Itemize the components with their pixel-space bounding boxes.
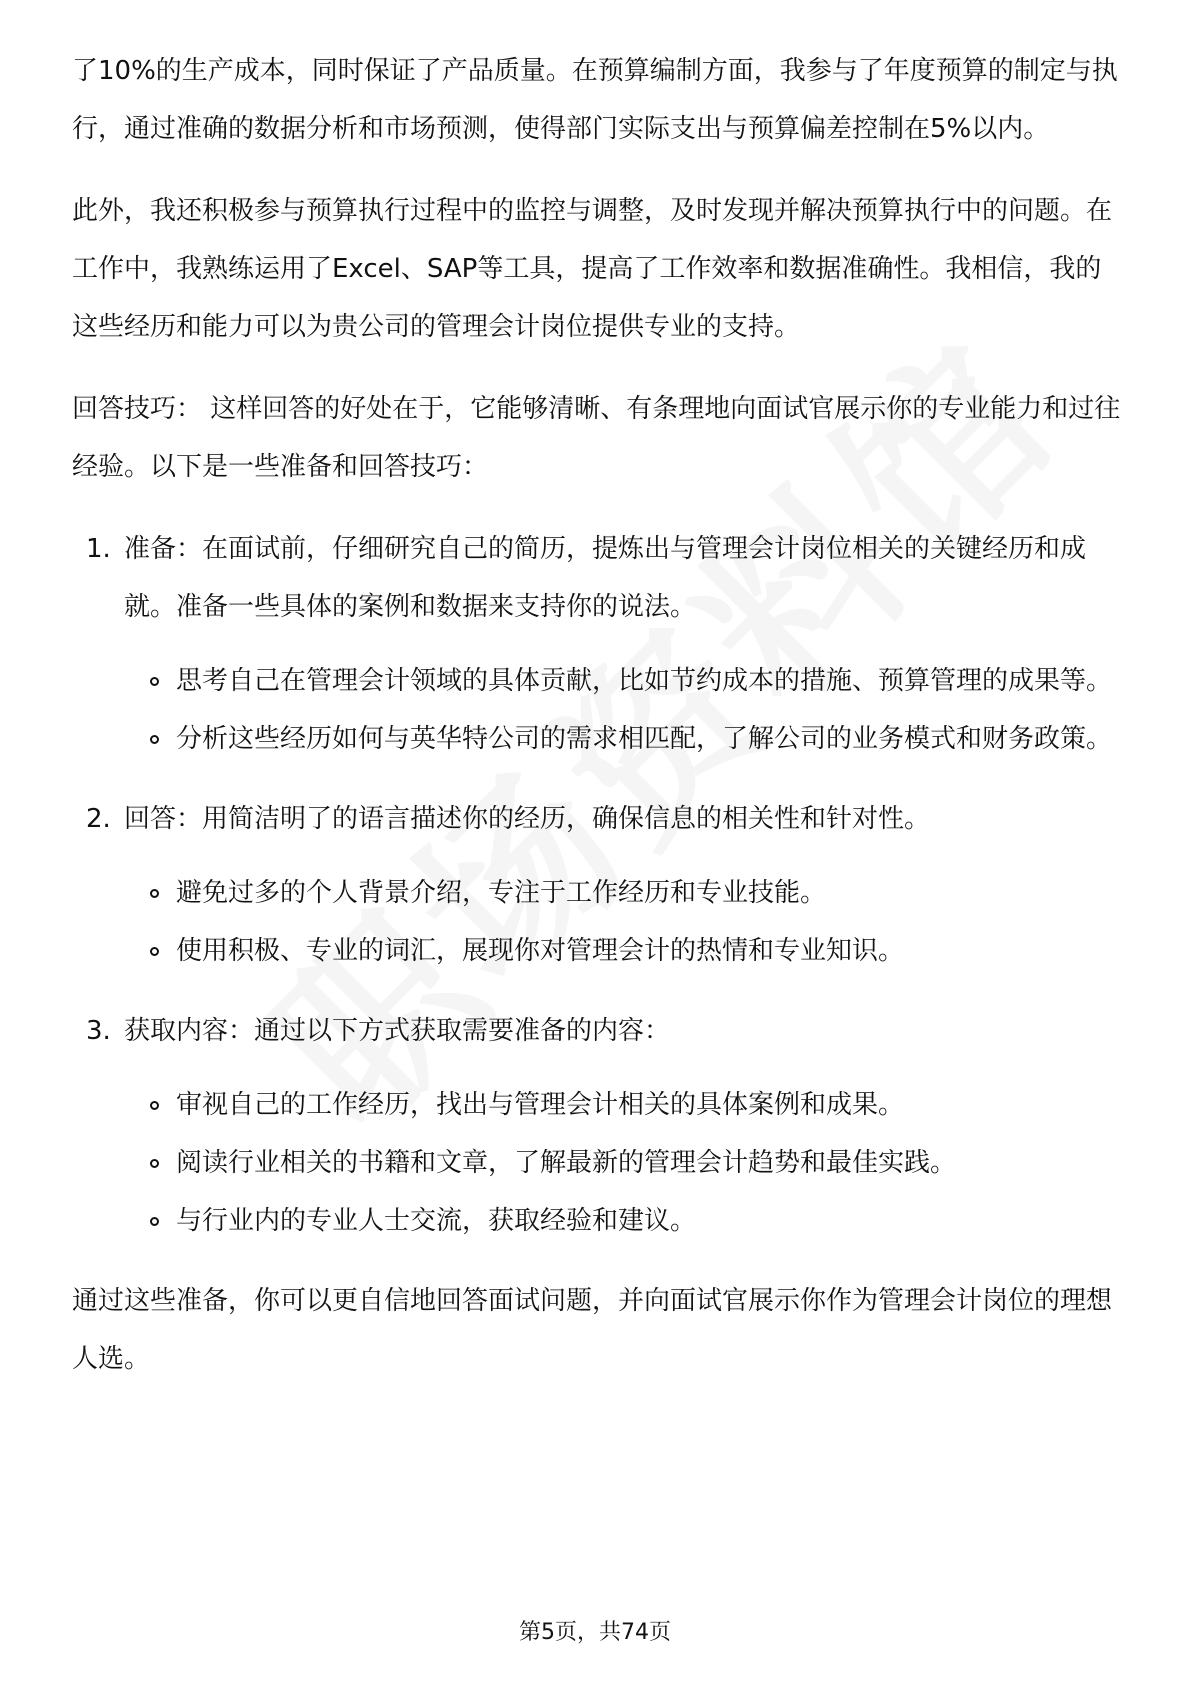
paragraph-experience: 了10%的生产成本，同时保证了产品质量。在预算编制方面，我参与了年度预算的制定与执行，通过准确的数据分析和市场预测，使得部门实际支出与预算偏差控制在5%以内。 (72, 56, 1118, 144)
bullet-item (124, 922, 1122, 980)
step-number: 2. (86, 804, 111, 834)
step-item (72, 790, 1122, 980)
step-number: 1. (86, 534, 111, 564)
bullet-item (124, 1134, 1122, 1192)
page-number-footer: 第5页，共74页 (519, 1620, 671, 1645)
circle-bullet-icon (150, 947, 159, 956)
bullet-item (124, 864, 1122, 922)
step-text: 准备：在面试前，仔细研究自己的简历，提炼出与管理会计岗位相关的关键经历和成就。准备一些具体的案例和数据来支持你的说法。 (124, 534, 1087, 622)
bullet-item (124, 1192, 1122, 1250)
bullet-item (124, 710, 1122, 768)
step-number: 3. (86, 1016, 111, 1046)
steps-list (72, 520, 1122, 1250)
step-item (72, 520, 1122, 768)
circle-bullet-icon (150, 677, 159, 686)
bullet-text: 避免过多的个人背景介绍，专注于工作经历和专业技能。 (176, 878, 827, 908)
paragraph-additional: 此外，我还积极参与预算执行过程中的监控与调整，及时发现并解决预算执行中的问题。在工作中，我熟练运用了Excel、SAP等工具，提高了工作效率和数据准确性。我相信，我的这些经历和能力可以为贵公司的管理会计岗位提供专业的支持。 (72, 196, 1113, 342)
circle-bullet-icon (150, 735, 159, 744)
circle-bullet-icon (150, 1217, 159, 1226)
bullet-text: 阅读行业相关的书籍和文章，了解最新的管理会计趋势和最佳实践。 (176, 1148, 957, 1178)
bullet-text: 分析这些经历如何与英华特公司的需求相匹配，了解公司的业务模式和财务政策。 (176, 724, 1113, 754)
bullet-list (124, 652, 1122, 768)
bullet-list (124, 1076, 1122, 1250)
circle-bullet-icon (150, 889, 159, 898)
circle-bullet-icon (150, 1101, 159, 1110)
bullet-text: 与行业内的专业人士交流，获取经验和建议。 (176, 1206, 697, 1236)
step-text: 获取内容：通过以下方式获取需要准备的内容： (124, 1016, 671, 1046)
step-text: 回答：用简洁明了的语言描述你的经历，确保信息的相关性和针对性。 (124, 804, 931, 834)
bullet-text: 审视自己的工作经历，找出与管理会计相关的具体案例和成果。 (176, 1090, 905, 1120)
paragraph-closing: 通过这些准备，你可以更自信地回答面试问题，并向面试官展示你作为管理会计岗位的理想人选。 (72, 1286, 1113, 1374)
step-item (72, 1002, 1122, 1250)
bullet-text: 思考自己在管理会计领域的具体贡献，比如节约成本的措施、预算管理的成果等。 (176, 666, 1113, 696)
bullet-item (124, 652, 1122, 710)
bullet-item (124, 1076, 1122, 1134)
page-content (72, 42, 1122, 1412)
bullet-text: 使用积极、专业的词汇，展现你对管理会计的热情和专业知识。 (176, 936, 905, 966)
circle-bullet-icon (150, 1159, 159, 1168)
bullet-list (124, 864, 1122, 980)
paragraph-answer-tips: 回答技巧： 这样回答的好处在于，它能够清晰、有条理地向面试官展示你的专业能力和过往经验。以下是一些准备和回答技巧： (72, 394, 1121, 482)
